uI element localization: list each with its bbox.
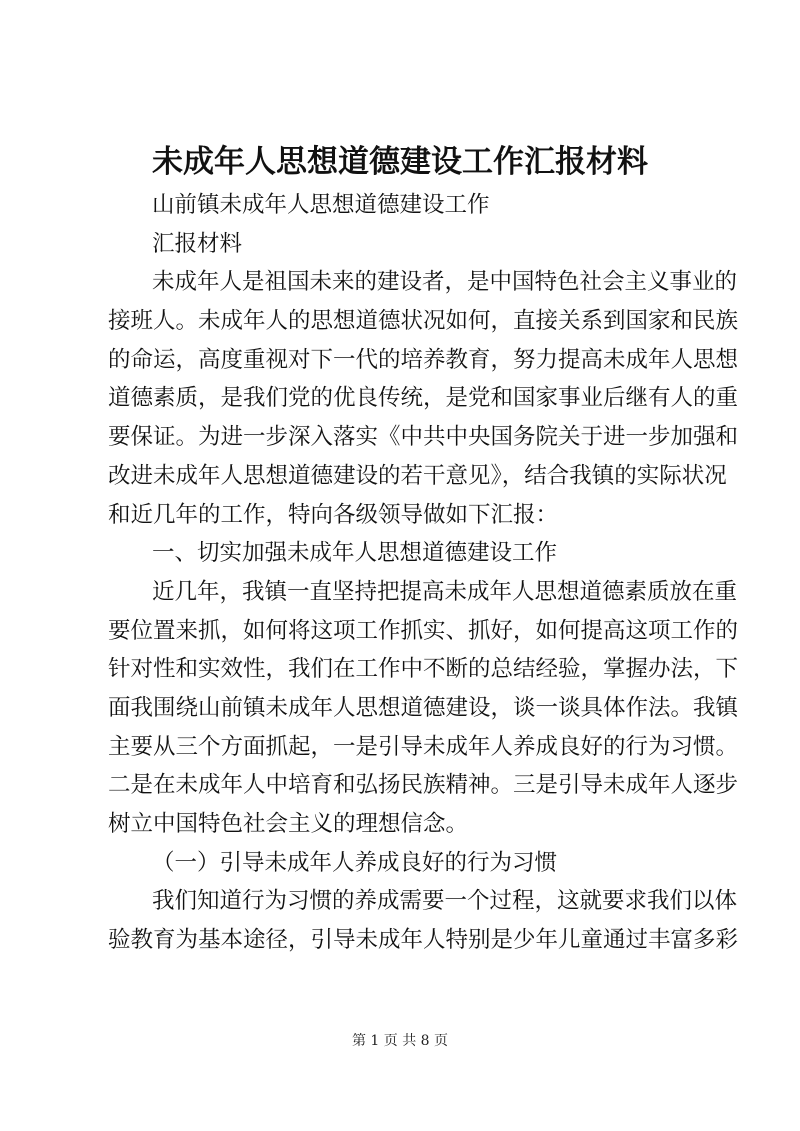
body-line: 要位置来抓，如何将这项工作抓实、抓好，如何提高这项工作的 bbox=[108, 617, 739, 644]
body-line: 改进未成年人思想道德建设的若干意见》，结合我镇的实际状况 bbox=[108, 462, 727, 489]
document-body bbox=[108, 186, 739, 960]
body-line: 接班人。未成年人的思想道德状况如何，直接关系到国家和民族 bbox=[108, 308, 739, 335]
body-line: 道德素质，是我们党的优良传统，是党和国家事业后继有人的重 bbox=[108, 385, 739, 412]
document-title: 未成年人思想道德建设工作汇报材料 bbox=[152, 144, 648, 180]
body-line: 一、切实加强未成年人思想道德建设工作 bbox=[152, 540, 558, 567]
body-line: 树立中国特色社会主义的理想信念。 bbox=[108, 811, 469, 837]
body-line: 要保证。为进一步深入落实《中共中央国务院关于进一步加强和 bbox=[108, 424, 739, 451]
body-line: 近几年，我镇一直坚持把提高未成年人思想道德素质放在重 bbox=[152, 578, 738, 605]
body-line: 和近几年的工作，特向各级领导做如下汇报： bbox=[108, 501, 559, 528]
body-line: 针对性和实效性，我们在工作中不断的总结经验，掌握办法，下 bbox=[108, 656, 739, 683]
body-line: 我们知道行为习惯的养成需要一个过程，这就要求我们以体 bbox=[152, 888, 738, 915]
body-line: 二是在未成年人中培育和弘扬民族精神。三是引导未成年人逐步 bbox=[108, 772, 739, 799]
body-line: （一）引导未成年人养成良好的行为习惯 bbox=[152, 849, 558, 876]
page-footer: 第 1 页 共 8 页 bbox=[351, 1033, 449, 1049]
body-line: 主要从三个方面抓起，一是引导未成年人养成良好的行为习惯。 bbox=[108, 733, 739, 760]
body-line: 山前镇未成年人思想道德建设工作 bbox=[152, 192, 490, 218]
body-line: 未成年人是祖国未来的建设者，是中国特色社会主义事业的 bbox=[152, 269, 738, 296]
body-line: 面我围绕山前镇未成年人思想道德建设，谈一谈具体作法。我镇 bbox=[108, 694, 739, 721]
body-line: 验教育为基本途径，引导未成年人特别是少年儿童通过丰富多彩 bbox=[108, 927, 739, 954]
body-line: 汇报材料 bbox=[152, 230, 243, 257]
body-line: 的命运，高度重视对下一代的培养教育，努力提高未成年人思想 bbox=[108, 346, 739, 373]
